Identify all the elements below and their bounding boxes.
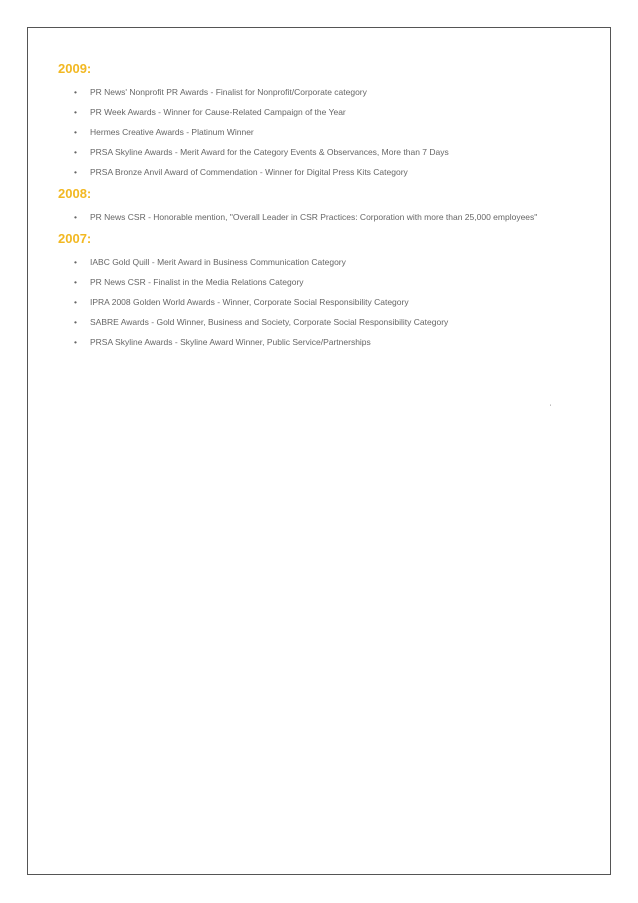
award-text: PRSA Skyline Awards - Merit Award for the Category Events & Observances, More than 7 Days	[90, 147, 449, 157]
stray-mark: '	[550, 405, 552, 411]
bullet: •	[74, 147, 77, 157]
year-heading-2008: 2008:	[58, 186, 92, 201]
award-text: IABC Gold Quill - Merit Award in Business Communication Category	[90, 257, 346, 267]
award-list-2009	[58, 86, 568, 178]
year-heading-2009: 2009:	[58, 61, 92, 76]
award-item	[74, 126, 568, 138]
award-item	[74, 276, 568, 288]
award-text: IPRA 2008 Golden World Awards - Winner, Corporate Social Responsibility Category	[90, 297, 409, 307]
bullet: •	[74, 167, 77, 177]
award-item	[74, 296, 568, 308]
section-2008	[58, 186, 568, 223]
award-item	[74, 146, 568, 158]
award-text: PRSA Skyline Awards - Skyline Award Winner, Public Service/Partnerships	[90, 337, 371, 347]
bullet: •	[74, 257, 77, 267]
award-item	[74, 256, 568, 268]
award-text: PR News CSR - Honorable mention, "Overall Leader in CSR Practices: Corporation with more than 25,000 employees"	[90, 212, 538, 222]
award-item	[74, 316, 568, 328]
bullet: •	[74, 87, 77, 97]
bullet: •	[74, 337, 77, 347]
award-list-2008	[58, 211, 568, 223]
bullet: •	[74, 107, 77, 117]
award-text: PRSA Bronze Anvil Award of Commendation - Winner for Digital Press Kits Category	[90, 167, 408, 177]
award-text: PR Week Awards - Winner for Cause-Related Campaign of the Year	[90, 107, 346, 117]
document-page	[27, 27, 611, 875]
year-heading-2007: 2007:	[58, 231, 92, 246]
award-item	[74, 211, 568, 223]
bullet: •	[74, 277, 77, 287]
award-text: PR News' Nonprofit PR Awards - Finalist for Nonprofit/Corporate category	[90, 87, 367, 97]
award-item	[74, 86, 568, 98]
award-item	[74, 166, 568, 178]
award-list-2007	[58, 256, 568, 348]
bullet: •	[74, 317, 77, 327]
awards-content	[58, 61, 568, 356]
bullet: •	[74, 127, 77, 137]
section-2007	[58, 231, 568, 348]
award-item	[74, 336, 568, 348]
bullet: •	[74, 297, 77, 307]
award-text: Hermes Creative Awards - Platinum Winner	[90, 127, 254, 137]
award-text: PR News CSR - Finalist in the Media Relations Category	[90, 277, 304, 287]
award-item	[74, 106, 568, 118]
section-2009	[58, 61, 568, 178]
bullet: •	[74, 212, 77, 222]
award-text: SABRE Awards - Gold Winner, Business and Society, Corporate Social Responsibility Category	[90, 317, 449, 327]
